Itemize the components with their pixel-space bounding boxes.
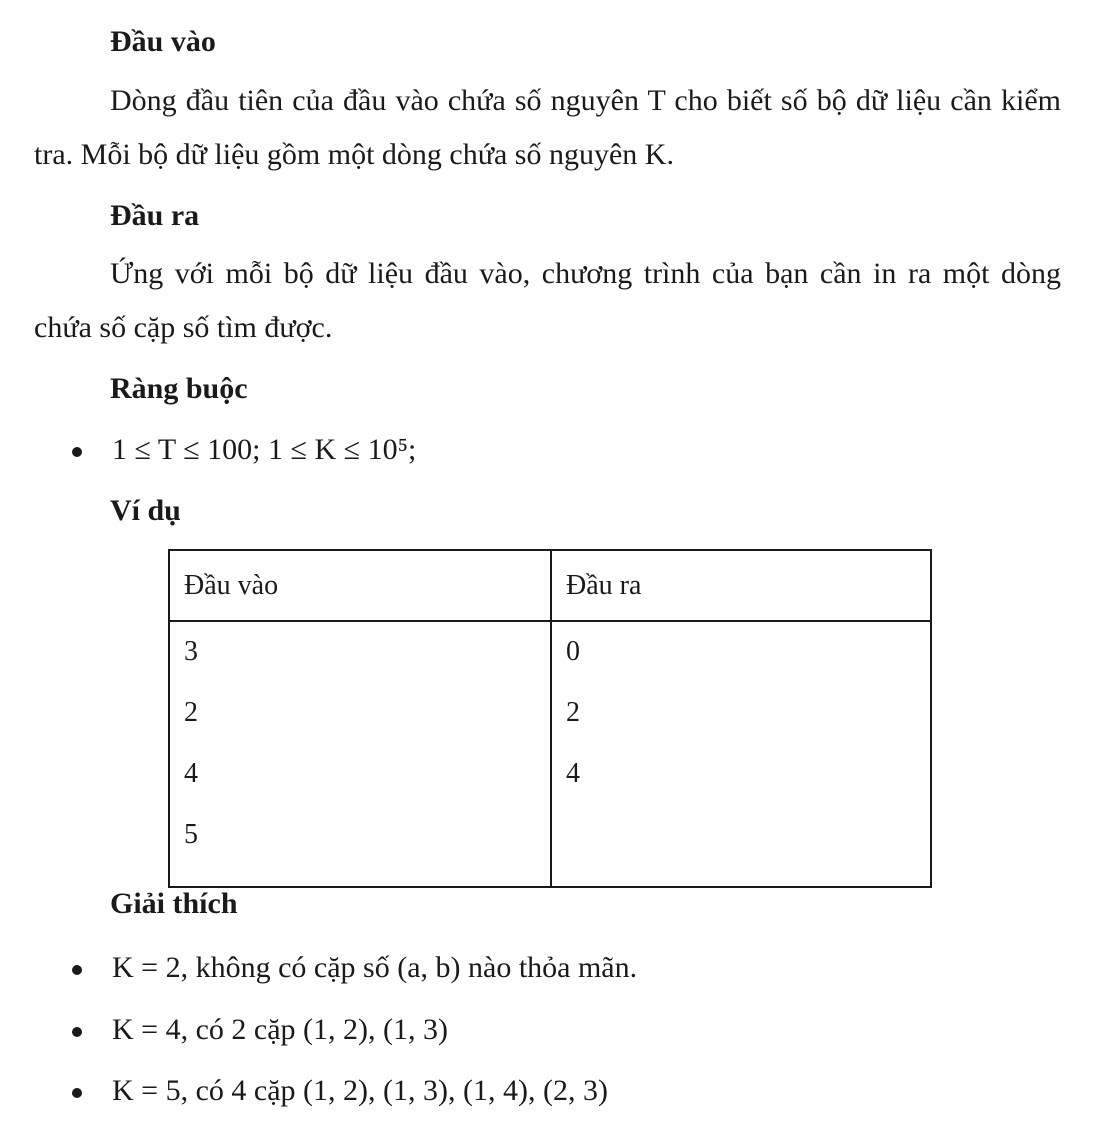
input-description-text: Dòng đầu tiên của đầu vào chứa số nguyên T cho biết số bộ dữ liệu cần kiểm tra. Mỗi bộ dữ liệu gồm một dòng chứa số nguyên K. — [34, 84, 1061, 171]
explanation-text: K = 2, không có cặp số (a, b) nào thỏa mãn. — [112, 951, 638, 984]
input-line: 5 — [184, 819, 198, 850]
output-heading: Đầu ra — [110, 199, 200, 232]
bullet-icon — [72, 1027, 82, 1037]
input-description — [34, 74, 1061, 182]
bullet-icon — [72, 965, 82, 975]
explanation-text: K = 5, có 4 cặp (1, 2), (1, 3), (1, 4), (2, 3) — [112, 1074, 608, 1107]
table-header-row — [169, 550, 931, 621]
explanation-heading: Giải thích — [110, 887, 238, 920]
constraints-heading: Ràng buộc — [110, 372, 248, 405]
output-line: 0 — [566, 636, 580, 667]
input-line: 2 — [184, 697, 198, 728]
explanation-text: K = 4, có 2 cặp (1, 2), (1, 3) — [112, 1013, 448, 1046]
output-line: 2 — [566, 697, 580, 728]
output-description — [34, 247, 1061, 355]
output-description-text: Ứng với mỗi bộ dữ liệu đầu vào, chương trình của bạn cần in ra một dòng chứa số cặp số tìm được. — [34, 257, 1061, 344]
bullet-icon — [72, 447, 82, 457]
output-line: 4 — [566, 758, 580, 789]
constraint-text: 1 ≤ T ≤ 100; 1 ≤ K ≤ 10⁵; — [112, 433, 417, 466]
table-header-input: Đầu vào — [169, 550, 551, 621]
example-heading: Ví dụ — [110, 494, 181, 527]
input-line: 4 — [184, 758, 198, 789]
bullet-icon — [72, 1088, 82, 1098]
table-row — [169, 621, 931, 887]
table-header-output: Đầu ra — [551, 550, 931, 621]
example-input-cell — [169, 621, 551, 887]
example-output-cell — [551, 621, 931, 887]
input-line: 3 — [184, 636, 198, 667]
input-heading: Đầu vào — [110, 25, 216, 58]
example-table — [168, 549, 932, 888]
